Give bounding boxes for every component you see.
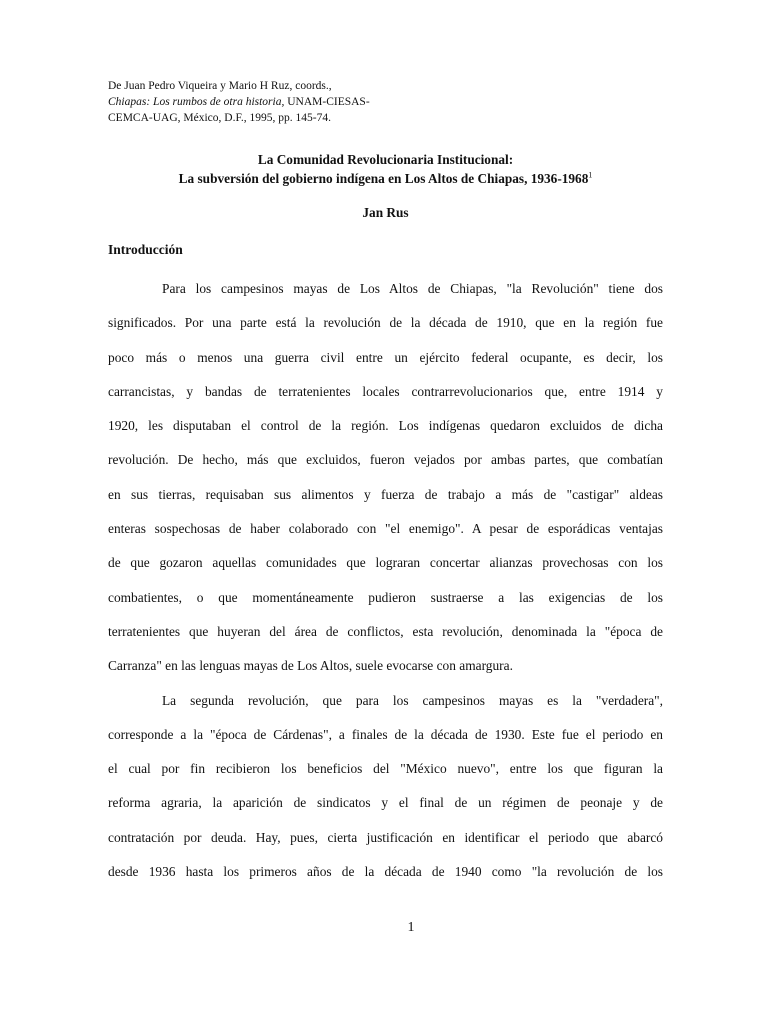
paragraph-line: poco más o menos una guerra civil entre un ejército federal ocupante, es decir, los bbox=[108, 349, 663, 365]
document-title bbox=[108, 150, 663, 188]
paragraph bbox=[108, 684, 663, 890]
citation-line-3: CEMCA-UAG, México, D.F., 1995, pp. 145-74. bbox=[108, 112, 332, 124]
page-number: 1 bbox=[407, 920, 415, 935]
citation-line-2 bbox=[108, 94, 668, 110]
author-name: Jan Rus bbox=[362, 205, 409, 220]
paragraph-line: reforma agraria, la aparición de sindicatos y el final de un régimen de peonaje y de bbox=[108, 795, 663, 811]
paragraph-line: La segunda revolución, que para los campesinos mayas es la "verdadera", bbox=[162, 692, 663, 708]
paragraph-line: en sus tierras, requisaban sus alimentos y fuerza de trabajo a más de "castigar" aldeas bbox=[108, 486, 663, 502]
body-text bbox=[108, 272, 663, 889]
paragraph-line: significados. Por una parte está la revolución de la década de 1910, que en la región fue bbox=[108, 315, 663, 331]
citation-book-title: Chiapas: Los rumbos de otra historia, bbox=[108, 96, 285, 108]
title-line-2-text: La subversión del gobierno indígena en Los Altos de Chiapas, 1936-1968 bbox=[178, 171, 589, 186]
paragraph-line: revolución. De hecho, más que excluidos, fueron vejados por ambas partes, que combatían bbox=[108, 452, 663, 468]
paragraph-line: enteras sospechosas de haber colaborado con "el enemigo". A pesar de esporádicas ventajas bbox=[108, 521, 663, 537]
paragraph-line: 1920, les disputaban el control de la región. Los indígenas quedaron excluidos de dicha bbox=[108, 418, 663, 434]
paragraph-line: Para los campesinos mayas de Los Altos de Chiapas, "la Revolución" tiene dos bbox=[162, 281, 663, 296]
paragraph-line: terratenientes que huyeran del área de conflictos, esta revolución, denominada la "época de bbox=[108, 623, 663, 639]
citation-line-1: De Juan Pedro Viqueira y Mario H Ruz, coords., bbox=[108, 80, 332, 92]
title-line-2 bbox=[108, 169, 663, 188]
paragraph-line: contratación por deuda. Hay, pues, cierta justificación en identificar el periodo que abarcó bbox=[108, 829, 663, 845]
paragraph bbox=[108, 272, 663, 684]
paragraph-line: Carranza" en las lenguas mayas de Los Altos, suele evocarse con amargura. bbox=[108, 658, 513, 674]
footnote-marker: 1 bbox=[588, 170, 593, 180]
section-heading: Introducción bbox=[108, 242, 183, 257]
paragraph-line: carrancistas, y bandas de terratenientes locales contrarrevolucionarios que, entre 1914 y bbox=[108, 383, 663, 399]
citation-publishers: UNAM-CIESAS- bbox=[284, 96, 370, 108]
paragraph-line: desde 1936 hasta los primeros años de la década de 1940 como "la revolución de los bbox=[108, 864, 663, 880]
title-line-1: La Comunidad Revolucionaria Institucional: bbox=[257, 152, 514, 167]
paragraph-line: el cual por fin recibieron los beneficios del "México nuevo", entre los que figuran la bbox=[108, 761, 663, 777]
paragraph-line: combatientes, o que momentáneamente pudieron sustraerse a las exigencias de los bbox=[108, 589, 663, 605]
paragraph-line: de que gozaron aquellas comunidades que lograran concertar alianzas provechosas con los bbox=[108, 555, 663, 571]
citation-block bbox=[108, 78, 668, 126]
paragraph-line: corresponde a la "época de Cárdenas", a finales de la década de 1930. Este fue el periodo en bbox=[108, 726, 663, 742]
